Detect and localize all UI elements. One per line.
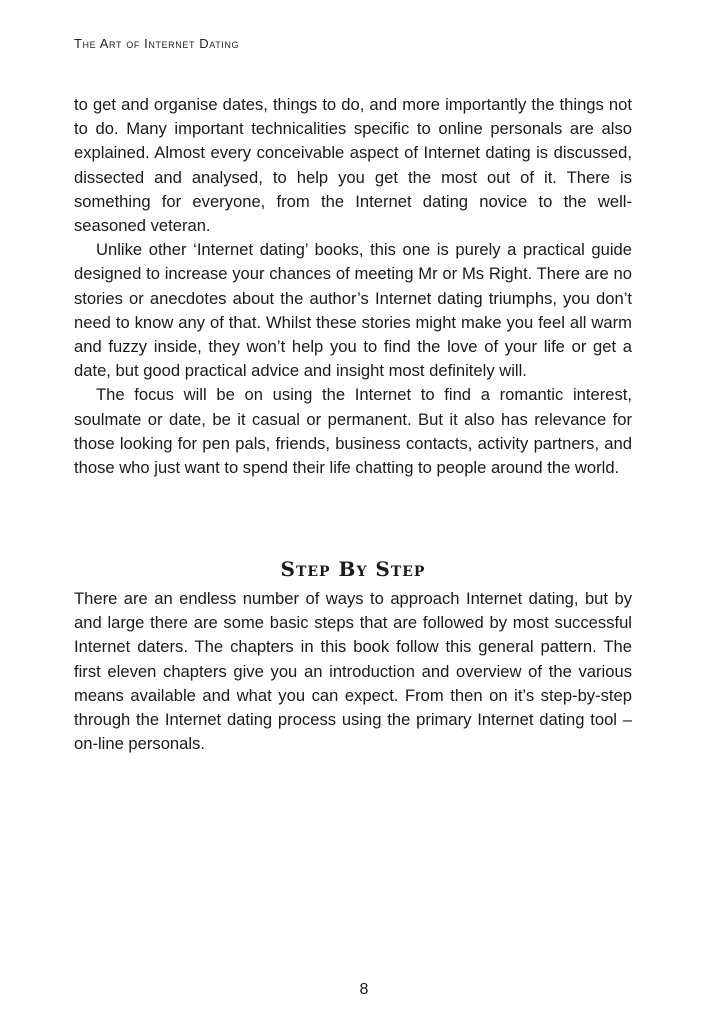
section-paragraph: There are an endless number of ways to approach Internet dating, but by and large there are some basic steps that are followed by most successful Internet daters. The chapters in this book follow this general pattern. The first eleven chapters give you an introduction and overview of the various means available and what you can expect. From then on it’s step-by-step through the Internet dating process using the primary Internet dating tool – on-line personals. — [74, 589, 632, 754]
section-text — [74, 587, 632, 756]
body-paragraph: The focus will be on using the Internet to find a romantic interest, soulmate or date, be it casual or permanent. But it also has relevance for those looking for pen pals, friends, business contacts, activity partners, and those who just want to spend their life chatting to people around the world. — [74, 385, 632, 478]
running-header-title: The Art of Internet Dating — [74, 36, 240, 51]
body-paragraph: Unlike other ‘Internet dating’ books, this one is purely a practical guide designed to increase your chances of meeting Mr or Ms Right. There are no stories or anecdotes about the author’s Internet dating triumphs, you don’t need to know any of that. Whilst these stories might make you feel all warm and fuzzy inside, they won’t help you to find the love of your life or get a date, but good practical advice and insight most definitely will. — [74, 240, 632, 381]
page-number: 8 — [359, 981, 369, 998]
section-heading: Step By Step — [280, 557, 426, 581]
body-paragraph: to get and organise dates, things to do, and more importantly the things not to do. Many important technicalities specific to online personals are also explained. Almost every conceivable aspect of Internet dating is discussed, dissected and analysed, to help you get the most out of it. There is something for everyone, from the Internet dating novice to the well-seasoned veteran. — [74, 95, 632, 236]
body-text — [74, 93, 632, 480]
